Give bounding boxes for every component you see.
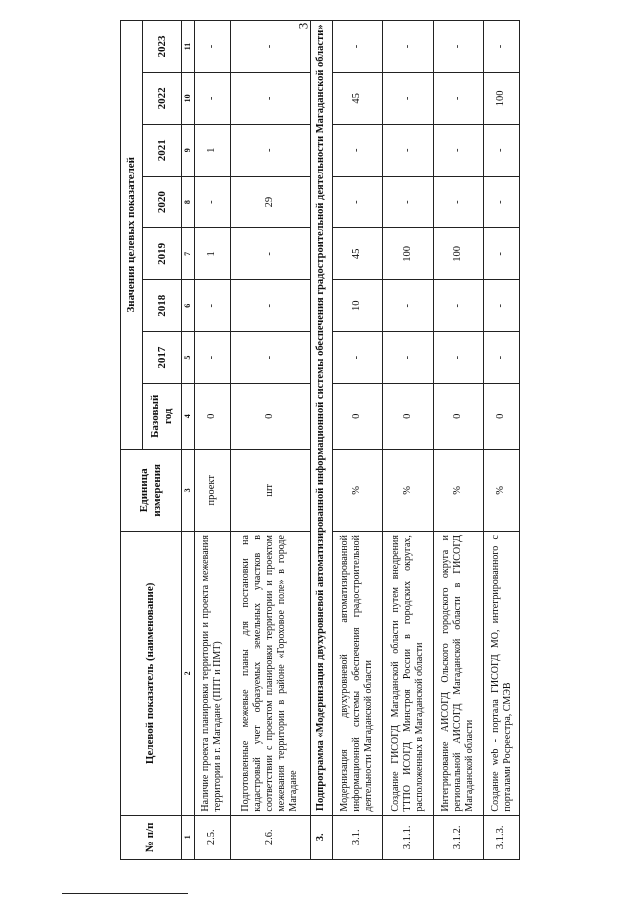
header-year: 2017 — [143, 332, 182, 384]
row-value: 45 — [332, 73, 383, 125]
row-value: - — [230, 332, 310, 384]
row-value: - — [230, 124, 310, 176]
row-value: - — [484, 332, 520, 384]
row-value: - — [383, 280, 434, 332]
row-base: 0 — [383, 383, 434, 449]
index-cell: 9 — [182, 124, 195, 176]
header-year: 2020 — [143, 176, 182, 228]
row-value: - — [383, 124, 434, 176]
row-num: 3.1. — [332, 815, 383, 859]
section-title: Подпрограмма «Модернизация двухуровневой автоматизированной информационной системы обеспечения градостроительной деятельности Магаданской области» — [310, 21, 332, 816]
row-unit: % — [433, 449, 484, 532]
row-value: - — [230, 228, 310, 280]
row-value: - — [332, 176, 383, 228]
table-row — [332, 21, 383, 860]
row-unit: шт — [230, 449, 310, 532]
table-row — [195, 21, 231, 860]
header-year: 2019 — [143, 228, 182, 280]
header-num: № п/п — [121, 815, 182, 859]
row-value: - — [230, 21, 310, 73]
row-value: 29 — [230, 176, 310, 228]
indicators-table — [120, 20, 520, 860]
row-value: - — [433, 332, 484, 384]
header-values-group: Значения целевых показателей — [121, 21, 143, 450]
index-cell: 4 — [182, 383, 195, 449]
index-cell: 5 — [182, 332, 195, 384]
row-value: - — [195, 21, 231, 73]
row-value: - — [332, 21, 383, 73]
row-value: - — [433, 176, 484, 228]
row-value: - — [383, 176, 434, 228]
table-row — [433, 21, 484, 860]
table-row — [484, 21, 520, 860]
row-unit: % — [332, 449, 383, 532]
row-value: - — [230, 280, 310, 332]
header-indicator: Целевой показатель (наименование) — [121, 532, 182, 816]
row-value: - — [383, 21, 434, 73]
row-unit: проект — [195, 449, 231, 532]
row-value: - — [230, 73, 310, 125]
row-value: - — [195, 332, 231, 384]
row-value: - — [484, 280, 520, 332]
section-num: 3. — [310, 815, 332, 859]
row-value: - — [484, 124, 520, 176]
row-value: - — [332, 124, 383, 176]
row-base: 0 — [230, 383, 310, 449]
row-value: - — [433, 280, 484, 332]
row-num: 3.1.2. — [433, 815, 484, 859]
row-base: 0 — [332, 383, 383, 449]
row-value: - — [433, 73, 484, 125]
index-cell: 3 — [182, 449, 195, 532]
page-number: 3 — [295, 22, 311, 30]
table-row — [383, 21, 434, 860]
row-value: 1 — [195, 124, 231, 176]
row-num: 3.1.1. — [383, 815, 434, 859]
header-year: 2018 — [143, 280, 182, 332]
rotated-table-container — [120, 20, 520, 860]
row-unit: % — [383, 449, 434, 532]
column-index-row — [182, 21, 195, 860]
row-value: - — [332, 332, 383, 384]
row-value: - — [433, 124, 484, 176]
header-year: 2021 — [143, 124, 182, 176]
row-value: - — [484, 176, 520, 228]
index-cell: 2 — [182, 532, 195, 816]
row-value: 1 — [195, 228, 231, 280]
row-unit: % — [484, 449, 520, 532]
row-value: - — [195, 280, 231, 332]
row-value: 10 — [332, 280, 383, 332]
index-cell: 6 — [182, 280, 195, 332]
row-value: - — [484, 21, 520, 73]
footnote-divider — [62, 893, 188, 894]
section-row — [310, 21, 332, 860]
row-name: Подготовленные межевые планы для постановки на кадастровый учет образуемых земельных участков в соответствии с проектом планировки территории и проектом межевания территории в районе «Гороховое поле» в городе Магадане — [230, 532, 310, 816]
header-year: 2022 — [143, 73, 182, 125]
row-name: Интегрирование АИСОГД Ольского городского округа и региональной АИСОГД Магаданской области в ГИСОГД Магаданской области — [433, 532, 484, 816]
table-row — [230, 21, 310, 860]
row-base: 0 — [484, 383, 520, 449]
index-cell: 1 — [182, 815, 195, 859]
row-num: 2.6. — [230, 815, 310, 859]
row-value: 100 — [433, 228, 484, 280]
header-year: 2023 — [143, 21, 182, 73]
header-base-year: Базовый год — [143, 383, 182, 449]
index-cell: 7 — [182, 228, 195, 280]
row-value: - — [383, 332, 434, 384]
row-name: Создание web - портала ГИСОГД МО, интегрированного с порталами Росреестра, СМЭВ — [484, 532, 520, 816]
index-cell: 10 — [182, 73, 195, 125]
row-base: 0 — [433, 383, 484, 449]
row-num: 3.1.3. — [484, 815, 520, 859]
row-name: Наличие проекта планировки территории и проекта межевания территории в г. Магадане (ППТ и ПМТ) — [195, 532, 231, 816]
row-value: 100 — [383, 228, 434, 280]
index-cell: 11 — [182, 21, 195, 73]
row-value: - — [433, 21, 484, 73]
header-unit: Единица измерения — [121, 449, 182, 532]
row-name: Создание ГИСОГД Магаданской области путем внедрения ТТПО ИСОГД Минстроя России в городских округах, расположенных в Магаданской области — [383, 532, 434, 816]
row-value: - — [195, 73, 231, 125]
index-cell: 8 — [182, 176, 195, 228]
row-name: Модернизация двухуровневой автоматизированной информационной системы обеспечения градостроительной деятельности Магаданской области — [332, 532, 383, 816]
row-num: 2.5. — [195, 815, 231, 859]
row-value: - — [195, 176, 231, 228]
row-value: - — [484, 228, 520, 280]
row-value: - — [383, 73, 434, 125]
row-value: 100 — [484, 73, 520, 125]
row-value: 45 — [332, 228, 383, 280]
row-base: 0 — [195, 383, 231, 449]
